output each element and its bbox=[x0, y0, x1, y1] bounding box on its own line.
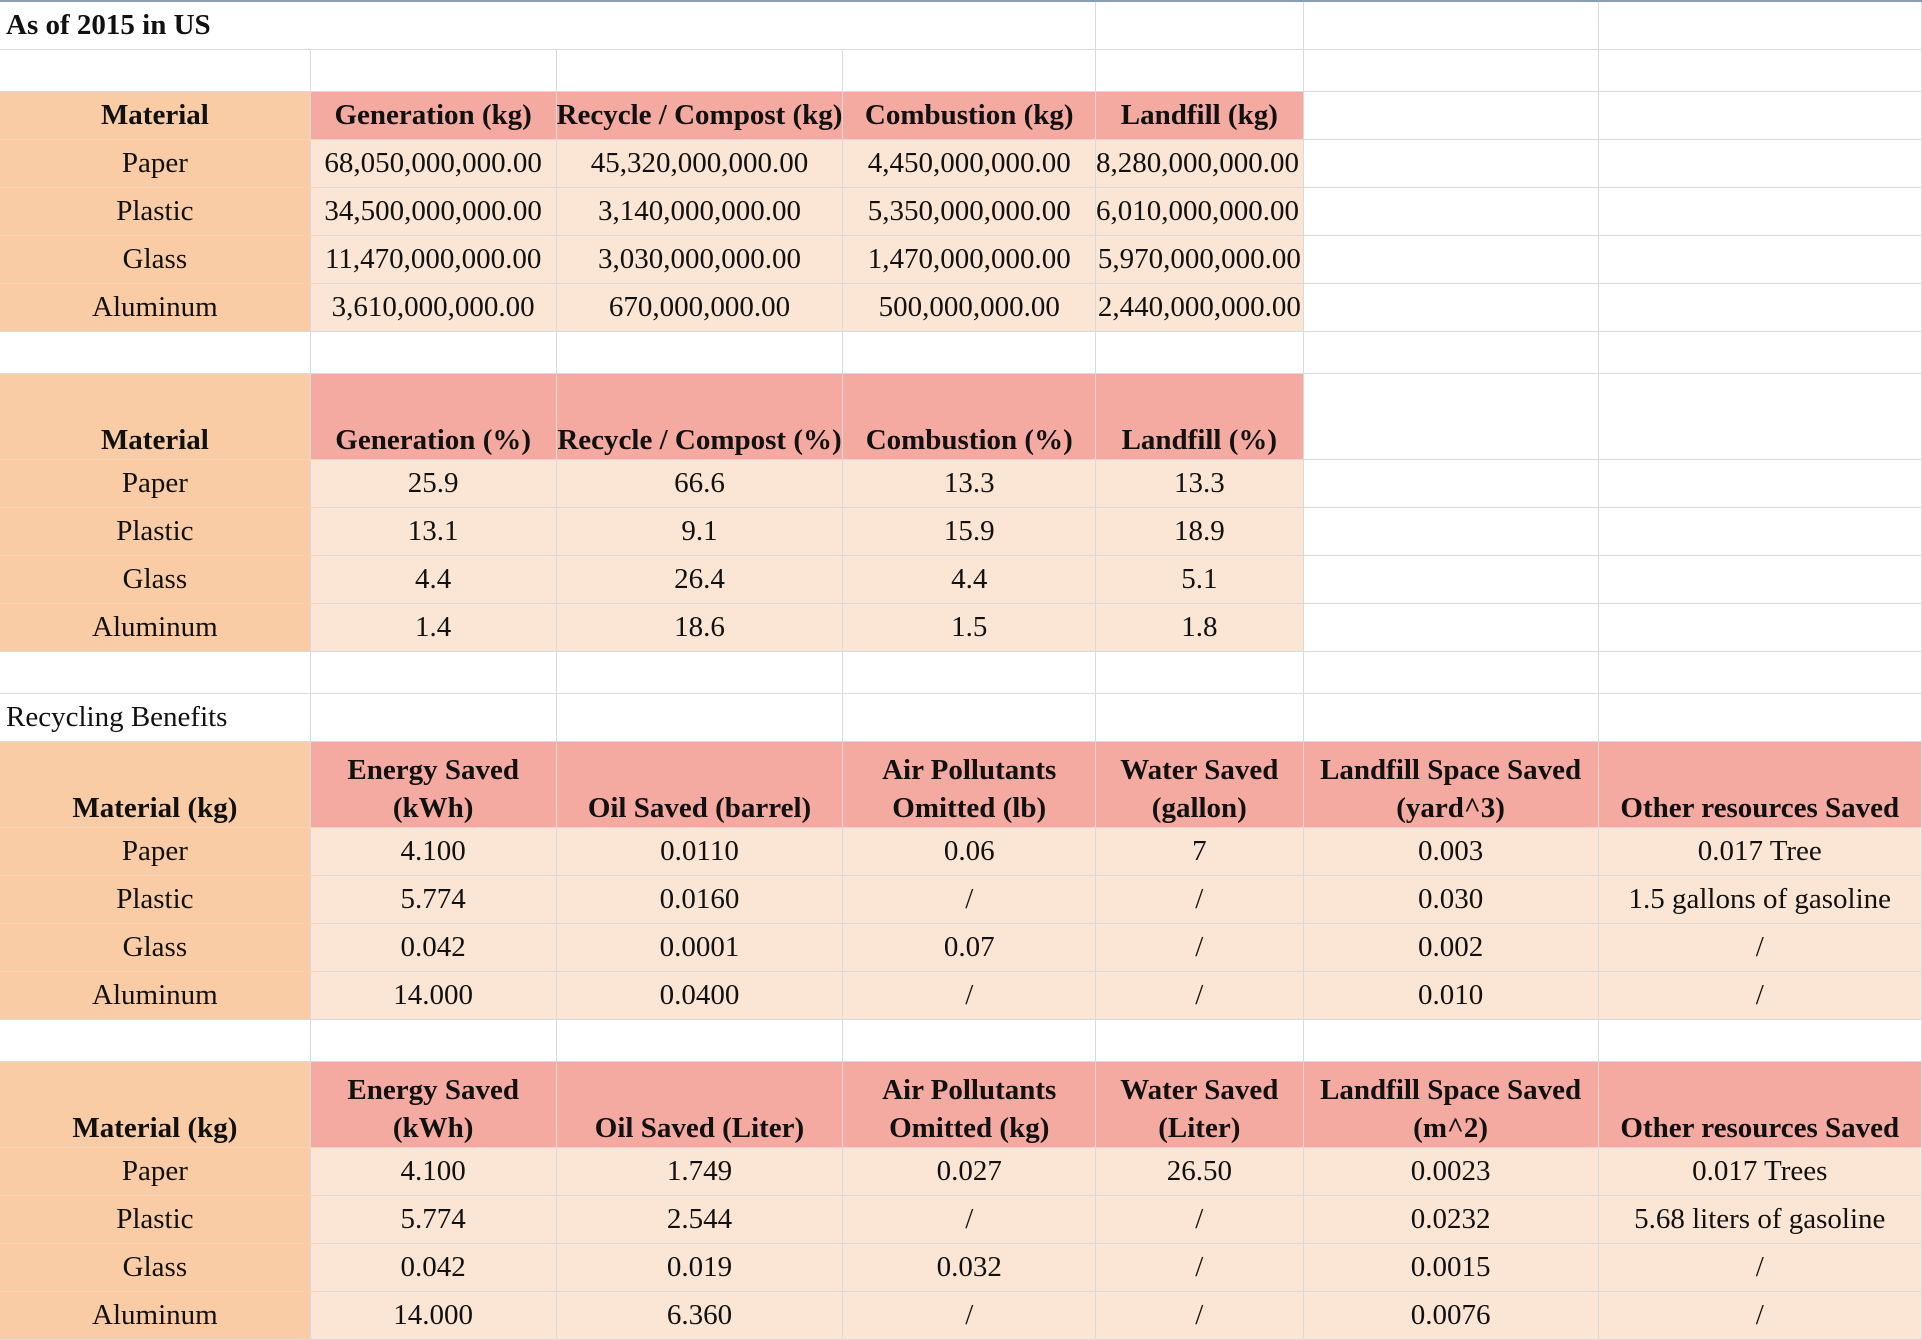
data-cell[interactable]: 4,450,000,000.00 bbox=[843, 139, 1096, 187]
data-cell[interactable]: 14.000 bbox=[310, 971, 556, 1019]
data-cell[interactable]: 0.07 bbox=[843, 923, 1096, 971]
cell[interactable] bbox=[1598, 187, 1921, 235]
cell[interactable] bbox=[556, 331, 843, 373]
data-cell[interactable]: / bbox=[1598, 1291, 1921, 1339]
cell[interactable] bbox=[1095, 693, 1303, 741]
cell[interactable] bbox=[1303, 139, 1598, 187]
header-cell[interactable]: Combustion (%) bbox=[843, 373, 1096, 459]
header-cell[interactable]: Other resources Saved bbox=[1598, 741, 1921, 827]
data-cell[interactable]: 2.544 bbox=[556, 1195, 843, 1243]
data-cell[interactable]: 13.3 bbox=[1095, 459, 1303, 507]
header-cell-text: Recycle / Compost (kg) bbox=[556, 99, 843, 131]
cell[interactable] bbox=[556, 1019, 843, 1061]
cell[interactable] bbox=[843, 49, 1096, 91]
data-cell[interactable]: 68,050,000,000.00 bbox=[310, 139, 556, 187]
table-row bbox=[0, 235, 1922, 283]
cell[interactable] bbox=[310, 1019, 556, 1061]
cell[interactable] bbox=[1095, 331, 1303, 373]
cell[interactable] bbox=[1303, 187, 1598, 235]
table-row bbox=[0, 603, 1922, 651]
table-row bbox=[0, 187, 1922, 235]
header-cell[interactable]: Landfill (%) bbox=[1095, 373, 1303, 459]
cell[interactable] bbox=[1598, 331, 1921, 373]
cell[interactable] bbox=[0, 331, 310, 373]
header-cell[interactable]: Recycle / Compost (%) bbox=[556, 373, 843, 459]
data-cell[interactable]: 3,030,000,000.00 bbox=[556, 235, 843, 283]
cell[interactable] bbox=[1095, 651, 1303, 693]
cell[interactable] bbox=[1303, 693, 1598, 741]
data-cell[interactable]: / bbox=[843, 1291, 1096, 1339]
data-cell[interactable]: 6.360 bbox=[556, 1291, 843, 1339]
header-cell[interactable]: Landfill (kg) bbox=[1095, 91, 1303, 139]
cell[interactable] bbox=[1598, 1, 1921, 49]
material-cell[interactable]: Paper bbox=[0, 1147, 310, 1195]
data-cell[interactable]: / bbox=[1095, 1195, 1303, 1243]
cell[interactable] bbox=[1598, 373, 1921, 459]
header-cell[interactable]: Water Saved (Liter) bbox=[1095, 1061, 1303, 1147]
cell[interactable] bbox=[1303, 1, 1598, 49]
cell[interactable] bbox=[556, 693, 843, 741]
material-cell[interactable]: Paper bbox=[0, 827, 310, 875]
table-row bbox=[0, 1147, 1922, 1195]
cell[interactable] bbox=[1303, 507, 1598, 555]
data-cell[interactable]: 9.1 bbox=[556, 507, 843, 555]
table-row bbox=[0, 1243, 1922, 1291]
data-cell[interactable]: 0.032 bbox=[843, 1243, 1096, 1291]
data-cell[interactable]: 0.003 bbox=[1303, 827, 1598, 875]
header-cell[interactable]: Generation (kg) bbox=[310, 91, 556, 139]
data-cell[interactable]: / bbox=[1095, 875, 1303, 923]
data-cell[interactable]: 0.019 bbox=[556, 1243, 843, 1291]
data-cell[interactable]: 18.6 bbox=[556, 603, 843, 651]
data-cell[interactable]: 11,470,000,000.00 bbox=[310, 235, 556, 283]
data-cell[interactable]: 5,350,000,000.00 bbox=[843, 187, 1096, 235]
data-cell[interactable]: 26.50 bbox=[1095, 1147, 1303, 1195]
data-cell[interactable]: 25.9 bbox=[310, 459, 556, 507]
cell[interactable] bbox=[1598, 555, 1921, 603]
material-cell[interactable]: Aluminum bbox=[0, 971, 310, 1019]
data-cell[interactable]: 1.4 bbox=[310, 603, 556, 651]
data-cell[interactable]: 13.1 bbox=[310, 507, 556, 555]
cell[interactable] bbox=[843, 651, 1096, 693]
header-cell[interactable]: Other resources Saved bbox=[1598, 1061, 1921, 1147]
section-title[interactable]: Recycling Benefits bbox=[0, 693, 310, 741]
cell[interactable] bbox=[1303, 603, 1598, 651]
cell[interactable] bbox=[556, 49, 843, 91]
material-cell[interactable]: Glass bbox=[0, 555, 310, 603]
benefits-us-header-row bbox=[0, 741, 1922, 827]
cell[interactable] bbox=[1303, 555, 1598, 603]
table-row bbox=[0, 555, 1922, 603]
cell[interactable] bbox=[310, 651, 556, 693]
header-cell[interactable]: Oil Saved (Liter) bbox=[556, 1061, 843, 1147]
data-cell[interactable]: 0.0232 bbox=[1303, 1195, 1598, 1243]
data-cell[interactable]: 15.9 bbox=[843, 507, 1096, 555]
header-cell[interactable]: Oil Saved (barrel) bbox=[556, 741, 843, 827]
cell[interactable] bbox=[1303, 235, 1598, 283]
data-cell[interactable]: 26.4 bbox=[556, 555, 843, 603]
cell[interactable] bbox=[1598, 235, 1921, 283]
cell[interactable] bbox=[310, 693, 556, 741]
header-cell[interactable]: Material (kg) bbox=[0, 1061, 310, 1147]
cell[interactable] bbox=[1095, 1019, 1303, 1061]
cell[interactable] bbox=[310, 331, 556, 373]
cell[interactable] bbox=[1598, 651, 1921, 693]
data-cell[interactable]: 6,010,000,000.00 bbox=[1095, 187, 1303, 235]
pct-table-header-row bbox=[0, 373, 1922, 459]
data-cell[interactable]: 3,140,000,000.00 bbox=[556, 187, 843, 235]
material-cell[interactable]: Glass bbox=[0, 235, 310, 283]
data-cell[interactable]: 0.0001 bbox=[556, 923, 843, 971]
data-cell[interactable]: 1.5 bbox=[843, 603, 1096, 651]
data-cell[interactable]: / bbox=[1095, 923, 1303, 971]
cell[interactable] bbox=[1303, 1019, 1598, 1061]
data-cell[interactable]: / bbox=[1095, 1291, 1303, 1339]
header-cell[interactable]: Landfill Space Saved (yard^3) bbox=[1303, 741, 1598, 827]
header-cell[interactable]: Energy Saved (kWh) bbox=[310, 741, 556, 827]
data-cell[interactable]: / bbox=[1095, 971, 1303, 1019]
header-cell[interactable]: Landfill Space Saved (m^2) bbox=[1303, 1061, 1598, 1147]
cell[interactable] bbox=[1598, 603, 1921, 651]
header-cell[interactable]: Generation (%) bbox=[310, 373, 556, 459]
cell[interactable] bbox=[1598, 139, 1921, 187]
material-cell[interactable]: Plastic bbox=[0, 187, 310, 235]
data-cell[interactable]: 0.017 Trees bbox=[1598, 1147, 1921, 1195]
data-cell[interactable]: 670,000,000.00 bbox=[556, 283, 843, 331]
material-cell[interactable]: Plastic bbox=[0, 875, 310, 923]
table-row bbox=[0, 923, 1922, 971]
cell[interactable] bbox=[1598, 507, 1921, 555]
table-row bbox=[0, 827, 1922, 875]
data-cell[interactable]: 1.5 gallons of gasoline bbox=[1598, 875, 1921, 923]
header-cell[interactable]: Air Pollutants Omitted (lb) bbox=[843, 741, 1096, 827]
header-cell[interactable]: Water Saved (gallon) bbox=[1095, 741, 1303, 827]
cell[interactable] bbox=[1303, 373, 1598, 459]
data-cell[interactable]: 0.042 bbox=[310, 1243, 556, 1291]
data-cell[interactable]: 0.010 bbox=[1303, 971, 1598, 1019]
data-cell[interactable]: 0.06 bbox=[843, 827, 1096, 875]
data-cell[interactable]: 4.4 bbox=[843, 555, 1096, 603]
cell[interactable] bbox=[1303, 331, 1598, 373]
data-cell[interactable]: 0.030 bbox=[1303, 875, 1598, 923]
cell[interactable] bbox=[0, 1019, 310, 1061]
data-cell[interactable]: 5.1 bbox=[1095, 555, 1303, 603]
data-cell[interactable]: 0.0110 bbox=[556, 827, 843, 875]
data-cell[interactable]: 1,470,000,000.00 bbox=[843, 235, 1096, 283]
data-cell[interactable]: 0.017 Tree bbox=[1598, 827, 1921, 875]
data-cell[interactable]: 45,320,000,000.00 bbox=[556, 139, 843, 187]
cell[interactable] bbox=[0, 49, 310, 91]
header-cell[interactable] bbox=[556, 91, 843, 139]
data-cell[interactable]: 66.6 bbox=[556, 459, 843, 507]
mass-table-header-row bbox=[0, 91, 1922, 139]
data-cell[interactable]: / bbox=[1598, 1243, 1921, 1291]
table-row bbox=[0, 283, 1922, 331]
table-row bbox=[0, 139, 1922, 187]
header-cell[interactable]: Material bbox=[0, 373, 310, 459]
material-cell[interactable]: Aluminum bbox=[0, 1291, 310, 1339]
cell[interactable] bbox=[0, 651, 310, 693]
cell[interactable] bbox=[1303, 49, 1598, 91]
benefits-metric-header-row bbox=[0, 1061, 1922, 1147]
data-cell[interactable]: 0.0400 bbox=[556, 971, 843, 1019]
data-cell[interactable]: 5.774 bbox=[310, 875, 556, 923]
table-row bbox=[0, 1195, 1922, 1243]
data-cell[interactable]: / bbox=[843, 971, 1096, 1019]
data-cell[interactable]: 8,280,000,000.00 bbox=[1095, 139, 1303, 187]
cell[interactable] bbox=[843, 693, 1096, 741]
material-cell[interactable]: Glass bbox=[0, 923, 310, 971]
cell[interactable] bbox=[1598, 283, 1921, 331]
material-cell[interactable]: Plastic bbox=[0, 507, 310, 555]
material-cell[interactable]: Paper bbox=[0, 459, 310, 507]
material-cell[interactable]: Paper bbox=[0, 139, 310, 187]
cell[interactable] bbox=[556, 651, 843, 693]
cell[interactable] bbox=[843, 1019, 1096, 1061]
cell[interactable] bbox=[1095, 49, 1303, 91]
data-cell[interactable]: 1.749 bbox=[556, 1147, 843, 1195]
data-cell[interactable]: 0.042 bbox=[310, 923, 556, 971]
data-cell[interactable]: 0.027 bbox=[843, 1147, 1096, 1195]
header-cell[interactable]: Combustion (kg) bbox=[843, 91, 1096, 139]
data-cell[interactable]: 1.8 bbox=[1095, 603, 1303, 651]
material-cell[interactable]: Aluminum bbox=[0, 283, 310, 331]
material-cell[interactable]: Glass bbox=[0, 1243, 310, 1291]
cell[interactable] bbox=[1095, 1, 1303, 49]
data-cell[interactable]: 4.4 bbox=[310, 555, 556, 603]
data-cell[interactable] bbox=[1095, 235, 1303, 283]
data-cell[interactable]: 13.3 bbox=[843, 459, 1096, 507]
data-cell[interactable]: 0.0076 bbox=[1303, 1291, 1598, 1339]
data-cell[interactable]: 5.774 bbox=[310, 1195, 556, 1243]
data-cell[interactable]: 34,500,000,000.00 bbox=[310, 187, 556, 235]
data-cell[interactable]: / bbox=[1598, 923, 1921, 971]
table-row bbox=[0, 875, 1922, 923]
header-cell[interactable]: Air Pollutants Omitted (kg) bbox=[843, 1061, 1096, 1147]
material-cell[interactable]: Aluminum bbox=[0, 603, 310, 651]
cell[interactable] bbox=[1598, 459, 1921, 507]
data-cell[interactable]: 0.0160 bbox=[556, 875, 843, 923]
data-cell[interactable]: 4.100 bbox=[310, 1147, 556, 1195]
header-cell[interactable]: Energy Saved (kWh) bbox=[310, 1061, 556, 1147]
data-cell[interactable]: / bbox=[843, 1195, 1096, 1243]
data-cell[interactable]: 14.000 bbox=[310, 1291, 556, 1339]
data-cell-text: 2,440,000,000.00 bbox=[1097, 291, 1301, 323]
data-cell[interactable]: 7 bbox=[1095, 827, 1303, 875]
header-cell[interactable]: Material bbox=[0, 91, 310, 139]
cell[interactable] bbox=[1598, 91, 1921, 139]
cell[interactable] bbox=[1303, 91, 1598, 139]
data-cell[interactable]: / bbox=[843, 875, 1096, 923]
data-cell[interactable]: 3,610,000,000.00 bbox=[310, 283, 556, 331]
cell[interactable] bbox=[843, 331, 1096, 373]
data-cell[interactable]: 5.68 liters of gasoline bbox=[1598, 1195, 1921, 1243]
header-cell[interactable]: Material (kg) bbox=[0, 741, 310, 827]
table-row bbox=[0, 507, 1922, 555]
cell[interactable] bbox=[1303, 651, 1598, 693]
data-cell[interactable] bbox=[1095, 283, 1303, 331]
data-cell[interactable]: 18.9 bbox=[1095, 507, 1303, 555]
data-cell[interactable]: 0.0015 bbox=[1303, 1243, 1598, 1291]
cell[interactable] bbox=[310, 49, 556, 91]
data-cell[interactable]: / bbox=[1095, 1243, 1303, 1291]
data-cell[interactable]: / bbox=[1598, 971, 1921, 1019]
table-row bbox=[0, 1291, 1922, 1339]
cell[interactable] bbox=[1303, 459, 1598, 507]
sheet-title[interactable]: As of 2015 in US bbox=[0, 1, 1095, 49]
cell[interactable] bbox=[1303, 283, 1598, 331]
table-row bbox=[0, 459, 1922, 507]
cell[interactable] bbox=[1598, 1019, 1921, 1061]
table-row bbox=[0, 971, 1922, 1019]
data-cell-text: 5,970,000,000.00 bbox=[1097, 243, 1301, 275]
data-cell[interactable]: 4.100 bbox=[310, 827, 556, 875]
data-cell[interactable]: 0.002 bbox=[1303, 923, 1598, 971]
cell[interactable] bbox=[1598, 693, 1921, 741]
material-cell[interactable]: Plastic bbox=[0, 1195, 310, 1243]
cell[interactable] bbox=[1598, 49, 1921, 91]
data-cell[interactable]: 0.0023 bbox=[1303, 1147, 1598, 1195]
data-cell[interactable]: 500,000,000.00 bbox=[843, 283, 1096, 331]
